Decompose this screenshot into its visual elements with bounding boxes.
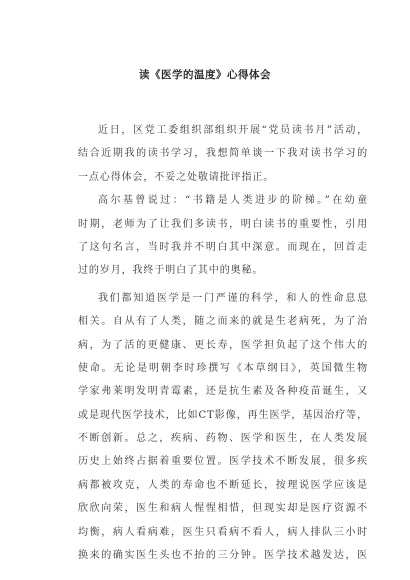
paragraph-3-line-7: 不断创新。总之，疾病、药物、医学和医生，在人类发展 — [78, 433, 368, 445]
document-body — [78, 119, 368, 567]
paragraph-2-line-3: 了这句名言，当时我并不明白其中深意。而现在，回首走 — [78, 241, 368, 253]
paragraph-1-line-1: 近日，区党工委组织部组织开展“党员读书月”活动， — [98, 125, 368, 136]
paragraph-3-line-10: 欣欣向荣，医生和病人惺惺相惜，但现实却是医疗资源不 — [78, 503, 368, 515]
paragraph-2-line-4: 过的岁月，我终于明白了其中的奥秘。 — [78, 265, 264, 277]
paragraph-3-line-4: 使命。无论是明朝李时珍撰写《本草纲目》，英国微生物 — [78, 362, 368, 374]
paragraph-3-line-5: 学家弗莱明发明青霉素，还是抗生素及各种疫苗诞生，又 — [78, 386, 368, 398]
paragraph-3-line-3: 病，为了活的更健康、更长寿，医学担负起了这个伟大的 — [78, 339, 368, 351]
paragraph-3-line-12: 换来的确实医生头也不抬的三分钟。医学技术越发达，医 — [78, 550, 368, 562]
paragraph-1-line-3: 一点心得体会，不妥之处敬请批评指正。 — [78, 171, 275, 183]
paragraph-2-line-2: 时期，老师为了让我们多读书，明白读书的重要性，引用 — [78, 218, 368, 230]
paragraph-3-line-6: 或是现代医学技术，比如CT影像，再生医学，基因治疗等， — [78, 409, 368, 421]
document-title: 读《医学的温度》心得体会 — [139, 69, 271, 81]
paragraph-2-line-1: 高尔基曾说过：“书籍是人类进步的阶梯。”在幼童 — [98, 195, 368, 207]
paragraph-3-line-9: 病都被攻克，人类的寿命也不断延长，按理说医学应该是 — [78, 479, 368, 491]
paragraph-1-line-2: 结合近期我的读书学习，我想简单谈一下我对读书学习的 — [78, 148, 368, 160]
paragraph-3-line-11: 均衡，病人看病难，医生只看病不看人，病人排队三小时 — [78, 526, 368, 538]
paragraph-3-line-8: 历史上始终占据着重要位置。医学技术不断发展，很多疾 — [78, 456, 368, 468]
paragraph-3-line-2: 相关。自从有了人类，随之而来的就是生老病死，为了治 — [78, 316, 368, 328]
paragraph-3-line-1: 我们都知道医学是一门严谨的科学，和人的性命息息 — [98, 292, 368, 304]
